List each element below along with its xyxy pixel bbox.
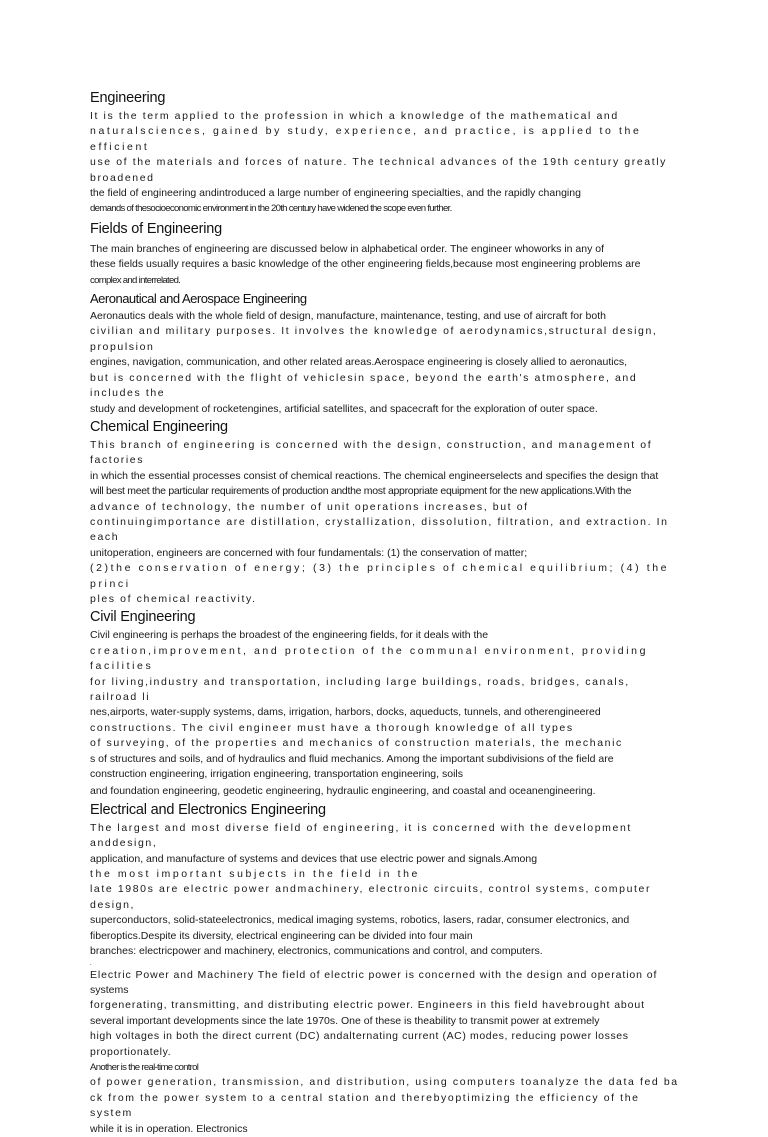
text-line: Aeronautics deals with the whole field of design, manufacture, maintenance, testing, and use of aircraft for both [90,310,606,323]
section-heading-fields: Fields of Engineering [90,220,223,237]
section-aeronautical [90,309,680,417]
text-line: construction engineering, irrigation engineering, transportation engineering, soils [90,768,463,781]
section-fields [90,242,680,288]
text-line: of power generation, transmission, and distribution, using computers toanalyze the data fed ba [90,1076,679,1089]
text-line: It is the term applied to the profession in which a knowledge of the mathematical and [90,110,619,122]
intro-paragraph [90,109,680,217]
text-line: Civil engineering is perhaps the broadest of the engineering fields, for it deals with the [90,629,489,642]
text-line: high voltages in both the direct current (DC) andalternating current (AC) modes, reducing power losses proportionately. [90,1030,629,1058]
text-line: branches: electricpower and machinery, electronics, communications and control, and computers. [90,945,543,958]
section-electrical [90,821,680,1137]
text-line: naturalsciences, gained by study, experience, and practice, is applied to the efficient [90,125,642,153]
section-chemical [90,438,680,607]
text-line: superconductors, solid-stateelectronics, medical imaging systems, robotics, lasers, radar, consumer electronics, and [90,914,630,927]
text-line: demands of thesocioeconomic environment in the 20th century have widened the scope even further. [90,203,452,215]
section-heading-chemical: Chemical Engineering [90,418,228,435]
text-line: ples of chemical reactivity. [90,592,257,605]
text-line: unitoperation, engineers are concerned with four fundamentals: (1) the conservation of matter; [90,546,528,559]
text-line: late 1980s are electric power andmachinery, electronic circuits, control systems, computer design, [90,883,652,911]
text-line: will best meet the particular requirements of production andthe most appropriate equipment for the new applications.With the [90,485,632,498]
text-line: for living,industry and transportation, including large buildings, roads, bridges, canals, railroad li [90,675,630,703]
text-line: The largest and most diverse field of engineering, it is concerned with the development anddesign, [90,821,632,850]
text-line: of surveying, of the properties and mechanics of construction materials, the mechanic [90,737,623,750]
text-line: Electric Power and Machinery The field of electric power is concerned with the design and operation of [90,968,658,981]
text-line: complex and interrelated. [90,274,181,286]
document-page [90,90,680,1137]
text-line: several important developments since the late 1970s. One of these is theability to transmit power at extremely [90,1014,600,1027]
text-line: . [90,960,92,967]
text-line: these fields usually requires a basic knowledge of the other engineering fields,because most engineering problems are [90,258,641,271]
text-line: constructions. The civil engineer must have a thorough knowledge of all types [90,721,574,734]
text-line: ck from the power system to a central station and therebyoptimizing the efficiency of the system [90,1091,640,1120]
text-line: systems [90,983,129,996]
text-line: engines, navigation, communication, and other related areas.Aerospace engineering is closely allied to aeronautics, [90,356,627,369]
text-line: The main branches of engineering are discussed below in alphabetical order. The engineer whoworks in any of [90,242,605,255]
text-line: study and development of rocketengines, artificial satellites, and spacecraft for the exploration of outer space. [90,402,598,415]
text-line: in which the essential processes consist of chemical reactions. The chemical engineerselects and specifies the design that [90,469,659,482]
text-line: application, and manufacture of systems and devices that use electric power and signals.Among [90,852,538,865]
text-line: and foundation engineering, geodetic engineering, hydraulic engineering, and coastal and oceanengineering. [90,785,596,798]
text-line: advance of technology, the number of unit operations increases, but of [90,500,529,513]
text-line: the most important subjects in the field in the [90,868,420,881]
text-line: civilian and military purposes. It involves the knowledge of aerodynamics,structural design, propulsion [90,325,658,353]
text-line: This branch of engineering is concerned with the design, construction, and management of factories [90,438,653,467]
section-heading-aeronautical: Aeronautical and Aerospace Engineering [90,291,307,307]
text-line: while it is in operation. Electronics [90,1122,248,1135]
text-line: the field of engineering andintroduced a large number of engineering specialties, and the rapidly changing [90,187,581,200]
text-line: use of the materials and forces of nature. The technical advances of the 19th century greatly broadened [90,156,668,184]
text-line: fiberoptics.Despite its diversity, electrical engineering can be divided into four main [90,929,473,942]
text-line: continuingimportance are distillation, crystallization, dissolution, filtration, and extraction. In each [90,515,669,544]
section-heading-electrical: Electrical and Electronics Engineering [90,801,326,818]
document-title: Engineering [90,90,166,106]
section-civil [90,628,680,799]
text-line: creation,improvement, and protection of the communal environment, providing facilities [90,644,649,673]
text-line: Another is the real-time control [90,1061,199,1073]
text-line: but is concerned with the flight of vehiclesin space, beyond the earth's atmosphere, and includes the [90,371,638,400]
text-line: (2)the conservation of energy; (3) the principles of chemical equilibrium; (4) the princi [90,562,670,590]
text-line: forgenerating, transmitting, and distributing electric power. Engineers in this field havebrought about [90,999,645,1012]
section-heading-civil: Civil Engineering [90,609,196,626]
text-line: s of structures and soils, and of hydraulics and fluid mechanics. Among the important subdivisions of the field are [90,752,614,765]
text-line: nes,airports, water-supply systems, dams, irrigation, harbors, docks, aqueducts, tunnels, and otherengineered [90,706,601,719]
